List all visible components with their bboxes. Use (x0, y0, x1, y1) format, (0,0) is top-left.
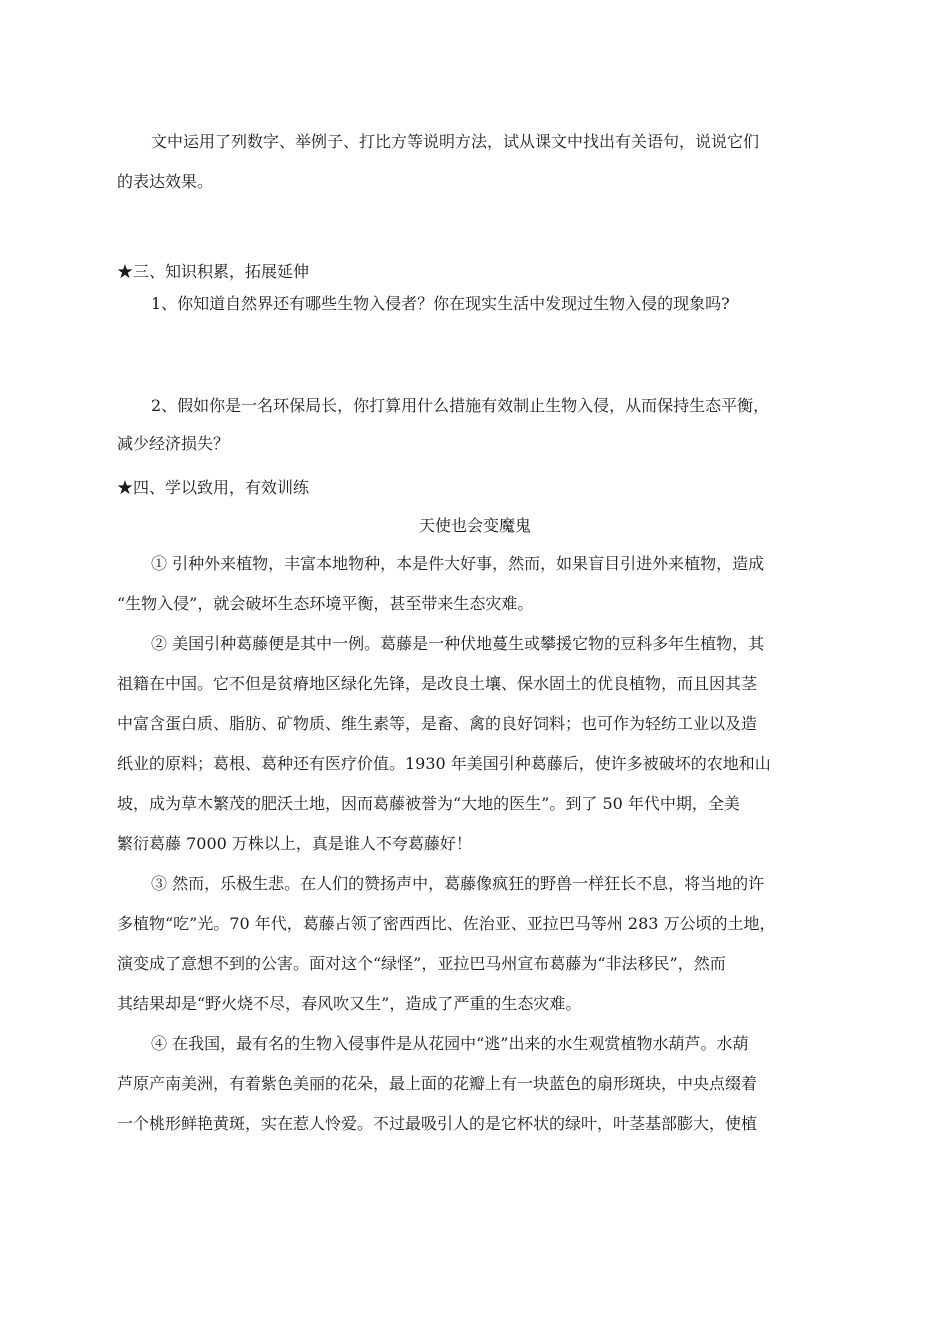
paragraph-line: “生物入侵”，就会破坏生态环境平衡，甚至带来生态灾难。 (117, 594, 534, 613)
question-1: 1、你知道自然界还有哪些生物入侵者？你在现实生活中发现过生物入侵的现象吗? (151, 294, 730, 313)
paragraph-line: 减少经济损失？ (117, 434, 230, 453)
paragraph-line: ② 美国引种葛藤便是其中一例。葛藤是一种伏地蔓生或攀援它物的豆科多年生植物，其 (151, 634, 765, 653)
paragraph-line: 其结果却是“野火烧不尽，春风吹又生”，造成了严重的生态灾难。 (117, 994, 582, 1013)
paragraph-line: 多植物“吃”光。70 年代，葛藤占领了密西西比、佐治亚、亚拉巴马等州 283 万公顷的土地， (117, 914, 776, 933)
paragraph-line: 繁衍葛藤 7000 万株以上，真是谁人不夸葛藤好！ (117, 834, 472, 853)
section-heading: ★三、知识积累，拓展延伸 (117, 262, 310, 281)
paragraph-line: 芦原产南美洲，有着紫色美丽的花朵，最上面的花瓣上有一块蓝色的扇形斑块，中央点缀着 (117, 1074, 758, 1093)
paragraph-line: 演变成了意想不到的公害。面对这个“绿怪”，亚拉巴马州宣布葛藤为“非法移民”，然而 (117, 954, 726, 973)
paragraph-line: 坡，成为草木繁茂的肥沃土地，因而葛藤被誉为“大地的医生”。到了 50 年代中期，全美 (117, 794, 740, 813)
paragraph-line: ④ 在我国，最有名的生物入侵事件是从花园中“逃”出来的水生观赏植物水葫芦。水葫 (151, 1034, 749, 1053)
paragraph-line: ③ 然而，乐极生悲。在人们的赞扬声中，葛藤像疯狂的野兽一样狂长不息，将当地的许 (151, 874, 765, 893)
article-title: 天使也会变魔鬼 (418, 516, 531, 535)
paragraph-line: ① 引种外来植物，丰富本地物种，本是件大好事，然而，如果盲目引进外来植物，造成 (151, 554, 765, 573)
section-4-heading-wrap (117, 473, 837, 503)
section-3 (117, 256, 837, 320)
section-heading: ★四、学以致用，有效训练 (117, 478, 310, 497)
paragraph-line: 祖籍在中国。它不但是贫瘠地区绿化先锋，是改良土壤、保水固土的优良植物，而且因其茎 (117, 674, 758, 693)
paragraph-line: 一个桃形鲜艳黄斑，实在惹人怜爱。不过最吸引人的是它杯状的绿叶，叶茎基部膨大，使植 (117, 1114, 758, 1133)
paragraph-line: 2、假如你是一名环保局长，你打算用什么措施有效制止生物入侵，从而保持生态平衡， (151, 396, 770, 415)
article-body (117, 544, 837, 1144)
paragraph-line: 纸业的原料；葛根、葛种还有医疗价值。1930 年美国引种葛藤后，使许多被破坏的农地和山 (117, 754, 771, 773)
paragraph-line: 中富含蛋白质、脂肪、矿物质、维生素等，是畜、禽的良好饲料；也可作为轻纺工业以及造 (117, 714, 758, 733)
question-2 (117, 387, 837, 463)
section-2-question (117, 122, 837, 202)
paragraph-line: 的表达效果。 (117, 172, 214, 191)
paragraph-line: 文中运用了列数字、举例子、打比方等说明方法，试从课文中找出有关语句，说说它们 (151, 132, 760, 151)
